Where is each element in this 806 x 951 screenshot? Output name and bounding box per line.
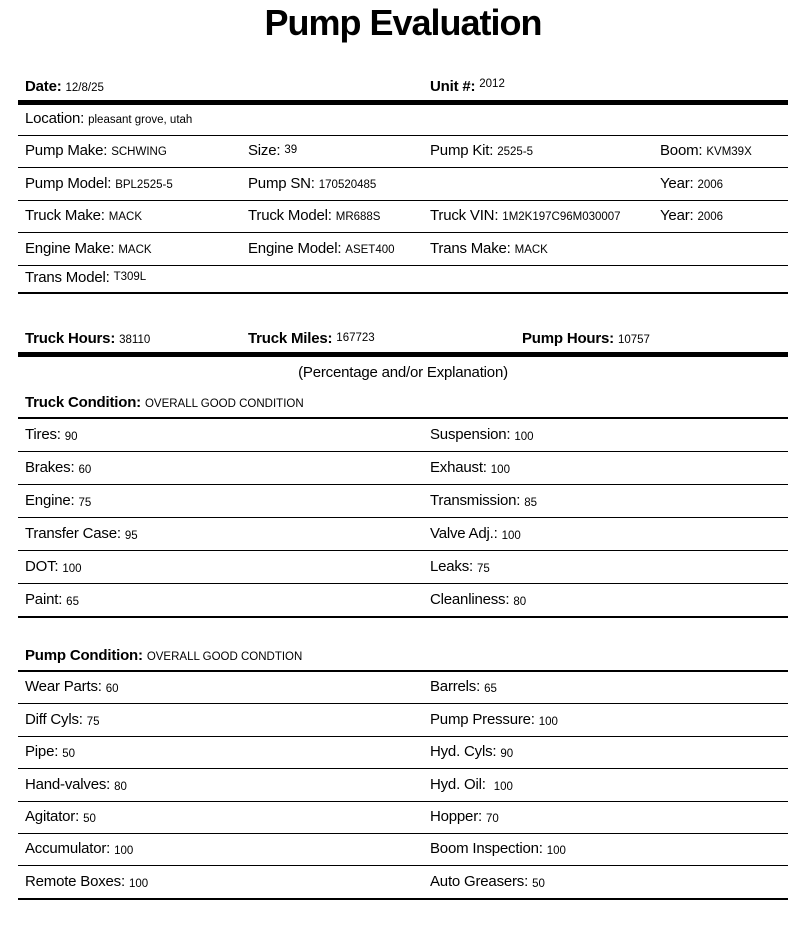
truck-make-value: MACK <box>108 211 142 223</box>
field-suspension <box>430 426 534 444</box>
engine-make-value: MACK <box>118 243 152 256</box>
field-engine-model <box>248 240 395 258</box>
info-row-pump-make <box>18 136 788 169</box>
barrels-label: Barrels: <box>430 678 481 696</box>
location-value: pleasant grove, utah <box>88 113 193 126</box>
percentage-note: (Percentage and/or Explanation) <box>298 364 508 381</box>
pump-hours-label: Pump Hours: <box>522 330 614 347</box>
field-truck-condition <box>25 394 304 412</box>
info-row-pump-model <box>18 168 788 201</box>
cleanliness-value: 80 <box>513 596 527 608</box>
pump-condition-label: Pump Condition: <box>25 647 143 664</box>
field-unit-number <box>430 78 505 96</box>
table-row <box>18 866 788 899</box>
pump-condition-header <box>18 644 788 672</box>
agitator-value: 50 <box>83 812 96 825</box>
accumulator-label: Accumulator: <box>25 840 111 858</box>
field-date <box>25 78 104 96</box>
engine-model-value: ASET400 <box>345 243 395 256</box>
pump-condition-value: OVERALL GOOD CONDTION <box>146 651 303 663</box>
remote-boxes-value: 100 <box>128 877 149 890</box>
field-pump-kit <box>430 142 533 160</box>
field-transfer-case <box>25 525 138 543</box>
dot-value: 100 <box>62 563 82 575</box>
hyd-oil-label: Hyd. Oil: <box>430 775 486 793</box>
tires-label: Tires: <box>25 426 61 443</box>
engine-make-label: Engine Make: <box>25 239 115 257</box>
barrels-value: 65 <box>484 683 497 696</box>
remote-boxes-label: Remote Boxes: <box>25 872 125 890</box>
table-row <box>18 802 788 834</box>
engine-cond-label: Engine: <box>25 492 75 509</box>
field-pump-pressure <box>430 711 558 729</box>
table-row <box>18 419 788 452</box>
brakes-value: 60 <box>78 464 92 476</box>
divider-top-thick <box>18 100 788 105</box>
trans-make-label: Trans Make: <box>430 239 511 257</box>
field-trans-make <box>430 240 548 258</box>
info-row-truck-make <box>18 201 788 234</box>
field-cleanliness <box>430 591 526 609</box>
truck-hours-value: 38110 <box>119 334 151 346</box>
field-paint <box>25 591 79 609</box>
field-tires <box>25 426 78 444</box>
hyd-cyls-label: Hyd. Cyls: <box>430 743 497 761</box>
field-dot <box>25 558 82 576</box>
field-pump-year <box>660 175 723 193</box>
pump-pressure-value: 100 <box>538 715 558 728</box>
info-row-engine-make <box>18 233 788 266</box>
table-row <box>18 704 788 736</box>
field-transmission <box>430 492 537 510</box>
truck-condition-label: Truck Condition: <box>25 394 141 411</box>
table-row <box>18 672 788 704</box>
trans-model-value: T309L <box>113 270 147 283</box>
date-value: 12/8/25 <box>65 82 104 94</box>
field-hand-valves <box>25 776 127 794</box>
field-truck-hours <box>25 330 150 348</box>
table-row <box>18 737 788 769</box>
field-wear-parts <box>25 678 119 696</box>
field-truck-miles <box>248 330 375 348</box>
truck-vin-label: Truck VIN: <box>430 207 499 224</box>
pump-make-label: Pump Make: <box>25 142 108 159</box>
pump-model-label: Pump Model: <box>25 174 112 192</box>
truck-vin-value: 1M2K197C96M030007 <box>502 211 621 223</box>
cleanliness-label: Cleanliness: <box>430 591 510 608</box>
hyd-oil-value: 100 <box>493 780 513 793</box>
unit-number-label: Unit #: <box>430 78 476 95</box>
engine-model-label: Engine Model: <box>248 239 342 257</box>
transfer-case-value: 95 <box>124 530 138 542</box>
field-engine-cond <box>25 492 91 510</box>
exhaust-label: Exhaust: <box>430 459 487 476</box>
hopper-value: 70 <box>485 812 499 825</box>
unit-number-value: 2012 <box>479 78 505 90</box>
pump-year-value: 2006 <box>697 178 724 191</box>
field-accumulator <box>25 840 133 858</box>
field-truck-vin <box>430 207 621 225</box>
field-hyd-oil <box>430 776 513 794</box>
agitator-label: Agitator: <box>25 807 80 825</box>
pump-year-label: Year: <box>660 174 694 192</box>
field-pump-model <box>25 175 173 193</box>
field-pump-hours <box>522 330 650 348</box>
field-remote-boxes <box>25 873 148 891</box>
field-auto-greasers <box>430 873 545 891</box>
truck-condition-header <box>18 392 788 419</box>
pump-hours-value: 10757 <box>617 334 650 346</box>
pipe-label: Pipe: <box>25 743 59 761</box>
field-truck-year <box>660 207 723 225</box>
divider-hours-thick <box>18 352 788 357</box>
boom-inspection-value: 100 <box>546 845 566 858</box>
transmission-value: 85 <box>524 497 537 509</box>
valve-adj-value: 100 <box>501 530 521 542</box>
suspension-label: Suspension: <box>430 426 511 443</box>
hand-valves-value: 80 <box>114 780 127 793</box>
location-label: Location: <box>25 109 85 127</box>
suspension-value: 100 <box>514 431 534 443</box>
valve-adj-label: Valve Adj.: <box>430 525 498 542</box>
truck-miles-label: Truck Miles: <box>248 330 333 347</box>
wear-parts-value: 60 <box>105 683 119 696</box>
pump-sn-label: Pump SN: <box>248 174 315 192</box>
field-pump-condition <box>25 647 302 665</box>
boom-value: KVM39X <box>706 146 752 158</box>
transmission-label: Transmission: <box>430 492 521 509</box>
auto-greasers-label: Auto Greasers: <box>430 872 529 890</box>
truck-condition-table <box>18 419 788 618</box>
hyd-cyls-value: 90 <box>500 748 514 761</box>
field-valve-adj <box>430 525 521 543</box>
field-diff-cyls <box>25 711 100 729</box>
size-label: Size: <box>248 142 281 159</box>
table-row <box>18 452 788 485</box>
pump-model-value: BPL2525-5 <box>115 178 173 191</box>
auto-greasers-value: 50 <box>532 877 545 890</box>
paint-label: Paint: <box>25 591 63 608</box>
leaks-value: 75 <box>477 563 490 575</box>
accumulator-value: 100 <box>114 845 134 858</box>
field-size <box>248 142 297 160</box>
tires-value: 90 <box>64 431 78 443</box>
hours-row <box>18 324 788 350</box>
field-agitator <box>25 808 96 826</box>
field-pump-make <box>25 142 167 160</box>
dot-label: DOT: <box>25 558 59 575</box>
truck-model-value: MR688S <box>335 211 381 223</box>
field-leaks <box>430 558 490 576</box>
engine-cond-value: 75 <box>78 497 92 509</box>
truck-condition-value: OVERALL GOOD CONDITION <box>144 398 304 410</box>
truck-year-label: Year: <box>660 207 694 224</box>
field-pipe <box>25 743 75 761</box>
field-pump-sn <box>248 175 376 193</box>
pipe-value: 50 <box>62 748 75 761</box>
trans-model-label: Trans Model: <box>25 268 110 286</box>
boom-inspection-label: Boom Inspection: <box>430 840 543 858</box>
hand-valves-label: Hand-valves: <box>25 775 111 793</box>
truck-model-label: Truck Model: <box>248 207 332 224</box>
pump-make-value: SCHWING <box>111 146 167 158</box>
date-label: Date: <box>25 78 62 95</box>
wear-parts-label: Wear Parts: <box>25 678 102 696</box>
field-boom-inspection <box>430 840 566 858</box>
field-barrels <box>430 678 497 696</box>
field-brakes <box>25 459 91 477</box>
diff-cyls-value: 75 <box>86 715 100 728</box>
leaks-label: Leaks: <box>430 558 473 575</box>
field-trans-model <box>25 269 146 287</box>
field-truck-make <box>25 207 142 225</box>
truck-make-label: Truck Make: <box>25 207 105 224</box>
table-row <box>18 518 788 551</box>
table-row <box>18 769 788 801</box>
table-row <box>18 584 788 618</box>
field-location <box>25 110 192 128</box>
diff-cyls-label: Diff Cyls: <box>25 710 83 728</box>
table-row <box>18 551 788 584</box>
truck-hours-label: Truck Hours: <box>25 330 116 347</box>
size-value: 39 <box>284 144 298 156</box>
machine-info-grid <box>18 105 788 294</box>
pump-condition-table <box>18 672 788 900</box>
pump-sn-value: 170520485 <box>318 178 377 191</box>
field-boom <box>660 142 752 160</box>
field-engine-make <box>25 240 152 258</box>
date-unit-row <box>18 76 788 96</box>
boom-label: Boom: <box>660 142 703 159</box>
exhaust-value: 100 <box>490 464 510 476</box>
trans-make-value: MACK <box>514 243 548 256</box>
pump-pressure-label: Pump Pressure: <box>430 710 535 728</box>
brakes-label: Brakes: <box>25 459 75 476</box>
paint-value: 65 <box>66 596 79 608</box>
page-title: Pump Evaluation <box>264 2 542 43</box>
field-hyd-cyls <box>430 743 513 761</box>
info-row-location <box>18 105 788 136</box>
table-row <box>18 485 788 518</box>
table-row <box>18 834 788 866</box>
truck-miles-value: 167723 <box>336 332 375 344</box>
field-truck-model <box>248 207 380 225</box>
info-row-trans-model <box>18 266 788 294</box>
pump-kit-label: Pump Kit: <box>430 142 494 159</box>
field-exhaust <box>430 459 510 477</box>
transfer-case-label: Transfer Case: <box>25 525 121 542</box>
field-hopper <box>430 808 499 826</box>
pump-kit-value: 2525-5 <box>497 146 534 158</box>
truck-year-value: 2006 <box>697 211 724 223</box>
hopper-label: Hopper: <box>430 807 482 825</box>
